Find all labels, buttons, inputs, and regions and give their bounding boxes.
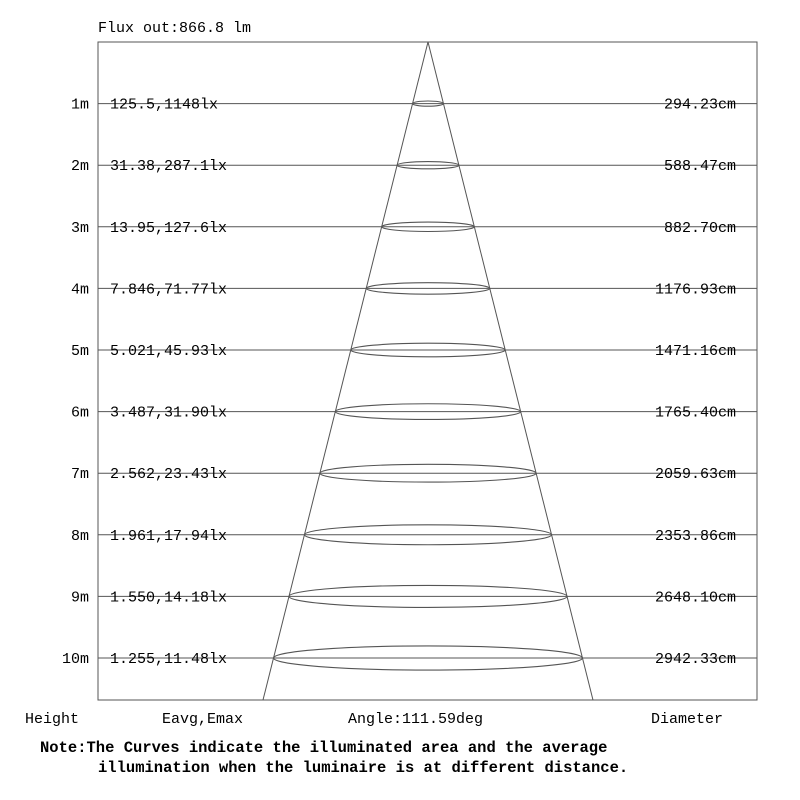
row-diameter: 1471.16cm [654, 343, 736, 360]
note-line-2: illumination when the luminaire is at different distance. [98, 759, 629, 777]
row-eavg-emax: 7.846,71.77lx [110, 281, 228, 299]
flux-out-label: Flux out:866.8 lm [98, 20, 252, 37]
row-height: 5m [70, 343, 89, 360]
row-diameter: 882.70cm [663, 219, 736, 237]
row-eavg-emax: 5.021,45.93lx [110, 343, 228, 360]
distance-lines [98, 104, 757, 658]
height-column-label: Height [25, 711, 80, 728]
eavg-emax-column-label: Eavg,Emax [162, 711, 244, 728]
row-diameter: 294.23cm [663, 96, 736, 114]
row-height: 7m [70, 466, 89, 484]
row-height: 2m [70, 158, 89, 176]
row-diameter: 2059.63cm [654, 466, 736, 484]
row-eavg-emax: 3.487,31.90lx [110, 404, 228, 422]
row-diameter: 2942.33cm [654, 651, 736, 668]
row-diameter: 1765.40cm [654, 404, 736, 422]
row-height: 1m [70, 96, 89, 114]
row-eavg-emax: 1.255,11.48lx [110, 651, 228, 668]
row-eavg-emax: 31.38,287.1lx [110, 158, 228, 176]
row-diameter: 1176.93cm [654, 281, 736, 299]
row-eavg-emax: 1.550,14.18lx [110, 589, 228, 607]
cone-right-edge [428, 42, 593, 700]
row-height: 10m [61, 651, 89, 668]
row-height: 6m [70, 404, 89, 422]
row-eavg-emax: 2.562,23.43lx [110, 466, 228, 484]
row-diameter: 588.47cm [663, 158, 736, 176]
illuminated-area-curves [274, 101, 583, 670]
row-eavg-emax: 1.961,17.94lx [110, 527, 228, 545]
row-diameter: 2353.86cm [654, 527, 736, 545]
distance-rows [62, 97, 736, 668]
note-line-1: Note:The Curves indicate the illuminated area and the average [40, 739, 608, 757]
row-diameter: 2648.10cm [654, 589, 736, 607]
row-eavg-emax: 13.95,127.6lx [110, 219, 228, 237]
diameter-column-label: Diameter [651, 711, 724, 728]
row-height: 3m [70, 219, 89, 237]
row-height: 9m [70, 589, 89, 607]
row-eavg-emax: 125.5,1148lx [110, 96, 219, 114]
cone-left-edge [263, 42, 428, 700]
row-height: 8m [70, 527, 89, 545]
beam-angle-label: Angle:111.59deg [348, 711, 484, 728]
row-height: 4m [70, 281, 89, 299]
